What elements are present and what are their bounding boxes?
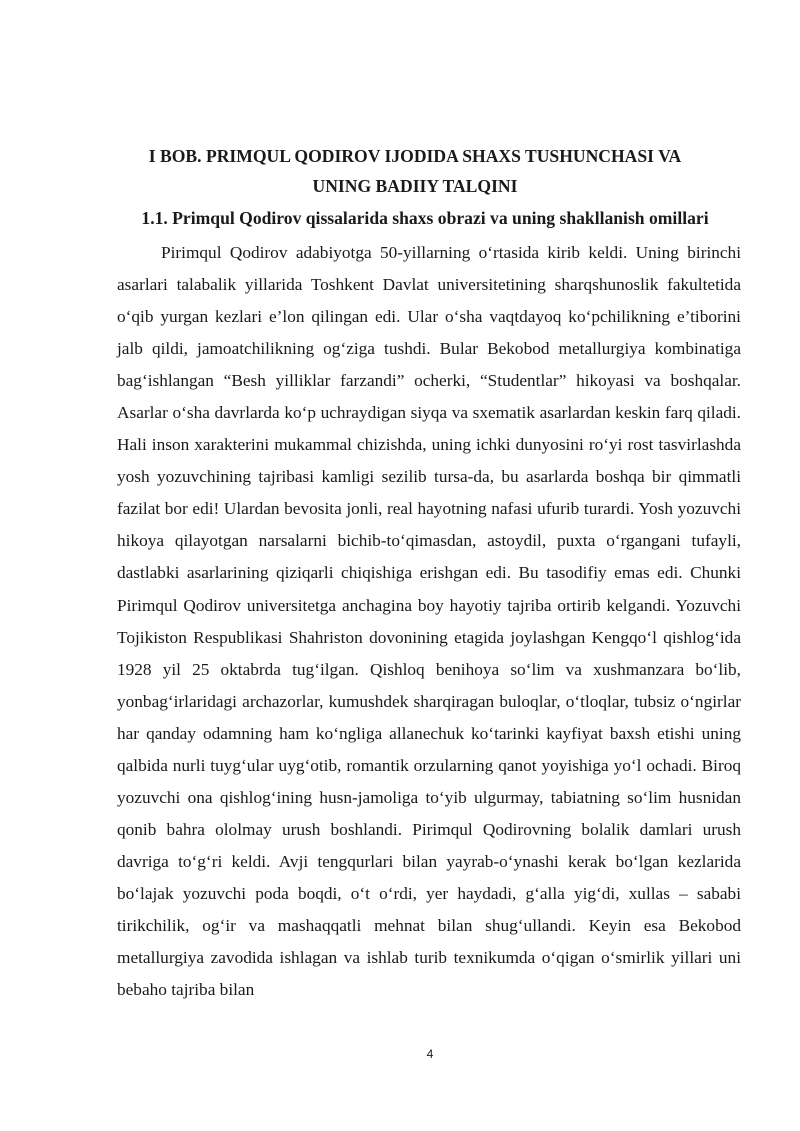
page-number: 4 (426, 1047, 434, 1061)
section-title: 1.1. Primqul Qodirov qissalarida shaxs obrazi va uning shakllanish omillari (141, 208, 709, 228)
chapter-title-line-1: I BOB. PRIMQUL QODIROV IJODIDA SHAXS TUSHUNCHASI VA (148, 146, 682, 166)
chapter-title-line-2: UNING BADIIY TALQINI (312, 176, 518, 196)
body-paragraph: Pirimqul Qodirov adabiyotga 50-yillarning o‘rtasida kirib keldi. Uning birinchi asarlari talabalik yillarida Toshkent Davlat universitetining sharqshunoslik fakultetida o‘qib yurgan kezlari e’lon qilingan edi. Ular o‘sha vaqtdayoq ko‘pchilikning e’tiborini jalb qildi, jamoatchilikning og‘ziga tushdi. Bular Bekobod metallurgiya kombinatiga bag‘ishlangan “Besh yilliklar farzandi” ocherki, “Studentlar” hikoyasi va boshqalar. Asarlar o‘sha davrlarda ko‘p uchraydigan siyqa va sxematik asarlardan keskin farq qiladi. Hali inson xarakterini mukammal chizishda, uning ichki dunyosini ro‘yi rost tasvirlashda yosh yozuvchining tajribasi kamligi sezilib tursa-da, bu asarlarda boshqa bir qimmatli fazilat bor edi! Ulardan bevosita jonli, real hayotning nafasi ufurib turardi. Yosh yozuvchi hikoya qilayotgan narsalarni bichib-to‘qimasdan, astoydil, puxta o‘rgangani tufayli, dastlabki asarlarining qiziqarli chiqishiga erishgan edi. Bu tasodifiy emas edi. Chunki Pirimqul Qodirov universitetga anchagina boy hayotiy tajriba ortirib kelgandi. Yozuvchi Tojikiston Respublikasi Shahriston dovonining etagida joylashgan Kengqo‘l qishlog‘ida 1928 yil 25 oktabrda tug‘ilgan. Qishloq benihoya so‘lim va xushmanzara bo‘lib, yonbag‘irlaridagi archazorlar, kumushdek sharqiragan buloqlar, o‘tloqlar, tubsiz o‘ngirlar har qanday odamning ham ko‘ngliga allanechuk ko‘tarinki kayfiyat baxsh etishi uning qalbida nurli tuyg‘ular uyg‘otib, romantik orzularning qanot yoyishiga yo‘l ochadi. Biroq yozuvchi ona qishlog‘ining husn-jamoliga to‘yib ulgurmay, tabiatning so‘lim husnidan qonib bahra ololmay urush boshlandi. Pirimqul Qodirovning bolalik damlari urush davriga to‘g‘ri keldi. Avji tengqurlari bilan yayrab-o‘ynashi kerak bo‘lgan kezlarida bo‘lajak yozuvchi poda boqdi, o‘t o‘rdi, yer haydadi, g‘alla yig‘di, xullas – sababi tirikchilik, og‘ir va mashaqqatli mehnat bilan shug‘ullandi. Keyin esa Bekobod metallurgiya zavodida ishlagan va ishlab turib texnikumda o‘qigan o‘smirlik yillari uni bebaho tajriba bilan (117, 243, 741, 1000)
